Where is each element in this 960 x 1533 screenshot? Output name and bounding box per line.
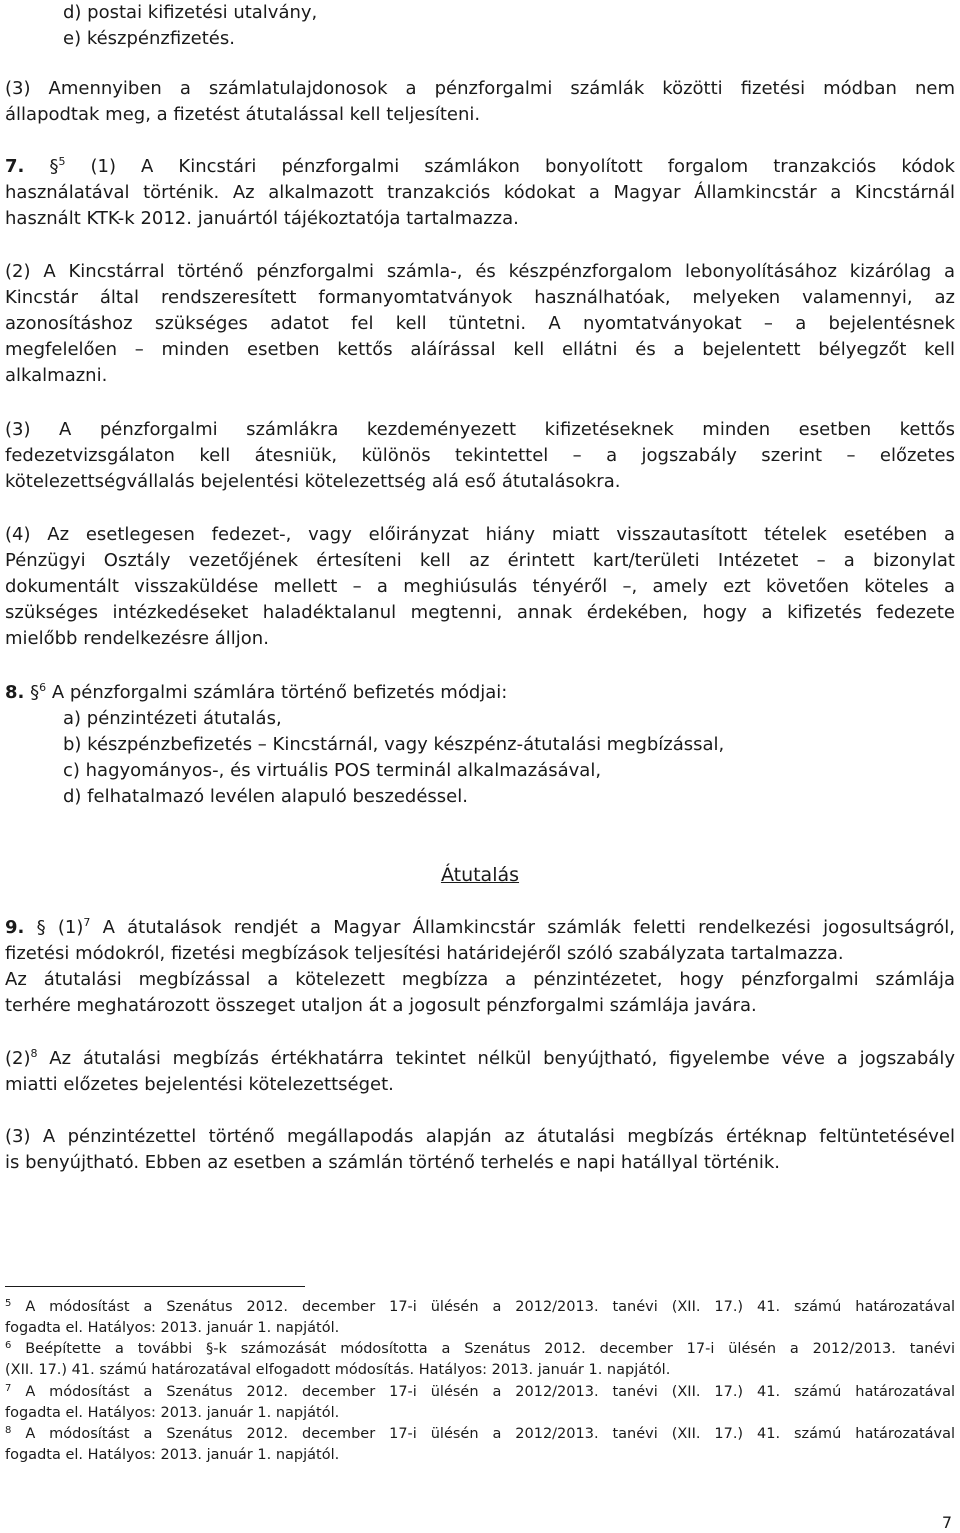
paragraph-line: (4) Az esetlegesen fedezet-, vagy előirányzat hiány miatt visszautasított tételek esetében a: [5, 524, 955, 545]
footnote-line: fogadta el. Hatályos: 2013. január 1. napjától.: [5, 1320, 340, 1336]
section-number: 9.: [5, 917, 25, 938]
paragraph-line: fedezetvizsgálaton kell átesniük, különös tekintettel – a jogszabály szerint – előzetes: [5, 445, 955, 466]
paragraph-line: miatti előzetes bejelentési kötelezettséget.: [5, 1074, 394, 1095]
paragraph-line: mielőbb rendelkezésre álljon.: [5, 628, 269, 649]
section-mark: §: [30, 682, 40, 703]
paragraph-line: (3) A pénzforgalmi számlákra kezdeményezett kifizetéseknek minden esetben kettős: [5, 419, 955, 440]
section-mark: §: [36, 917, 46, 938]
footnote-number: 6: [5, 1340, 12, 1351]
section-9-first-line: [5, 915, 955, 941]
footnote-line: [5, 1424, 955, 1445]
list-item: a) pénzintézeti átutalás,: [63, 708, 282, 729]
section-8: [5, 680, 955, 810]
footnote-line: [5, 1297, 955, 1318]
footnote-line: [5, 1339, 955, 1360]
list-item: b) készpénzbefizetés – Kincstárnál, vagy készpénz-átutalási megbízással,: [63, 734, 725, 755]
section-line: terhére meghatározott összeget utaljon át a jogosult pénzforgalmi számlája javára.: [5, 995, 757, 1016]
footnote: [5, 1424, 955, 1466]
footnote-ref: 7: [83, 916, 91, 929]
footnote-text: A módosítást a Szenátus 2012. december 17-i ülésén a 2012/2013. tanévi (XII. 17.) 41. számú határozatával: [25, 1384, 956, 1400]
paragraph-3: [5, 76, 955, 128]
page-number: 7: [941, 1513, 952, 1532]
paragraph-4: [5, 522, 955, 652]
section-9: [5, 915, 955, 1019]
footnote-number: 8: [5, 1425, 12, 1436]
paragraph-label: (1): [57, 917, 84, 938]
paragraph-label: (2): [5, 1048, 31, 1069]
list-item: c) hagyományos-, és virtuális POS terminál alkalmazásával,: [63, 760, 602, 781]
section-7: [5, 154, 955, 232]
footnote-line: (XII. 17.) 41. számú határozatával elfogadott módosítás. Hatályos: 2013. január 1. napjától.: [5, 1362, 671, 1378]
footnote-ref: 5: [58, 155, 66, 168]
paragraph-line: kötelezettségvállalás bejelentési kötelezettség alá eső átutalásokra.: [5, 471, 621, 492]
paragraph-line: megfelelően – minden esetben kettős aláírással kell ellátni és a bejelentett bélyegzőt kell: [5, 339, 955, 360]
section-title: A pénzforgalmi számlára történő befizetés módjai:: [51, 682, 508, 703]
footnote-ref: 6: [39, 681, 47, 694]
footnote-text: A módosítást a Szenátus 2012. december 17-i ülésén a 2012/2013. tanévi (XII. 17.) 41. számú határozatával: [25, 1426, 956, 1442]
section-line: fizetési módokról, fizetési megbízások teljesítési határidejéről szóló szabályzata tartalmazza.: [5, 943, 844, 964]
footnote-text: Beépítette a további §-k számozását módosította a Szenátus 2012. december 17-i ülésén a 2012/2013. tanévi: [25, 1341, 956, 1357]
paragraph-line: állapodtak meg, a fizetést átutalással kell teljesíteni.: [5, 104, 481, 125]
paragraph-line: (3) A pénzintézettel történő megállapodás alapján az átutalási megbízás értéknap feltüntetésével: [5, 1126, 955, 1147]
footnote-text: A módosítást a Szenátus 2012. december 17-i ülésén a 2012/2013. tanévi (XII. 17.) 41. számú határozatával: [25, 1299, 956, 1315]
section-heading: Átutalás: [440, 864, 520, 886]
paragraph-line: Kincstár által rendszeresített formanyomtatványok használhatóak, melyeken valamennyi, az: [5, 287, 955, 308]
list-item: d) postai kifizetési utalvány,: [63, 2, 318, 23]
section-text: (1) A Kincstári pénzforgalmi számlákon bonyolított forgalom tranzakciós kódok: [90, 156, 955, 177]
footnote-number: 7: [5, 1383, 12, 1394]
section-line: használt KTK-k 2012. januártól tájékoztatója tartalmazza.: [5, 208, 519, 229]
list-item: e) készpénzfizetés.: [63, 28, 235, 49]
section-9-paragraph-2: [5, 1046, 955, 1098]
paragraph-line: Pénzügyi Osztály vezetőjének értesíteni kell az érintett kart/területi Intézetet – a bizonylat: [5, 550, 955, 571]
list-item: d) felhatalmazó levélen alapuló beszedéssel.: [63, 786, 468, 807]
section-text: A átutalások rendjét a Magyar Államkincstár számlák feletti rendelkezési jogosultságról,: [102, 917, 955, 938]
list-top: [5, 0, 955, 52]
footnote-separator: [5, 1286, 305, 1287]
footnote-ref: 8: [30, 1047, 38, 1060]
paragraph-line: (3) Amennyiben a számlatulajdonosok a pénzforgalmi számlák közötti fizetési módban nem: [5, 78, 955, 99]
section-7-first-line: [5, 154, 955, 180]
paragraph-line: (2) A Kincstárral történő pénzforgalmi számla-, és készpénzforgalom lebonyolításához kizárólag a: [5, 261, 955, 282]
section-number: 7.: [5, 156, 25, 177]
section-9-paragraph-3: [5, 1124, 955, 1176]
paragraph-line: dokumentált visszaküldése mellett – a meghiúsulás tényéről –, amely ezt követően köteles a: [5, 576, 955, 597]
footnote-line: fogadta el. Hatályos: 2013. január 1. napjától.: [5, 1447, 340, 1463]
footnote: [5, 1382, 955, 1424]
paragraph-3b: [5, 417, 955, 495]
section-8-title-line: [5, 680, 955, 706]
section-mark: §: [49, 156, 59, 177]
paragraph-line: szükséges intézkedéseket haladéktalanul megtenni, annak érdekében, hogy a kifizetés fedezete: [5, 602, 955, 623]
paragraph-line: alkalmazni.: [5, 365, 108, 386]
paragraph-first-line: [5, 1046, 955, 1072]
paragraph-text: Az átutalási megbízás értékhatárra tekintet nélkül benyújtható, figyelembe véve a jogszabály: [49, 1048, 955, 1069]
paragraph-line: is benyújtható. Ebben az esetben a számlán történő terhelés e napi hatállyal történik.: [5, 1152, 781, 1173]
footnote: [5, 1339, 955, 1381]
paragraph-2: [5, 259, 955, 389]
section-line: Az átutalási megbízással a kötelezett megbízza a pénzintézetet, hogy pénzforgalmi számlája: [5, 969, 955, 990]
section-number: 8.: [5, 682, 25, 703]
section-line: használatával történik. Az alkalmazott tranzakciós kódokat a Magyar Államkincstár a Kincstárnál: [5, 182, 955, 203]
footnote-number: 5: [5, 1298, 12, 1309]
footnote-line: [5, 1382, 955, 1403]
footnote: [5, 1297, 955, 1339]
footnote-line: fogadta el. Hatályos: 2013. január 1. napjától.: [5, 1405, 340, 1421]
paragraph-line: azonosításhoz szükséges adatot fel kell tüntetni. A nyomtatványokat – a bejelentésnek: [5, 313, 955, 334]
